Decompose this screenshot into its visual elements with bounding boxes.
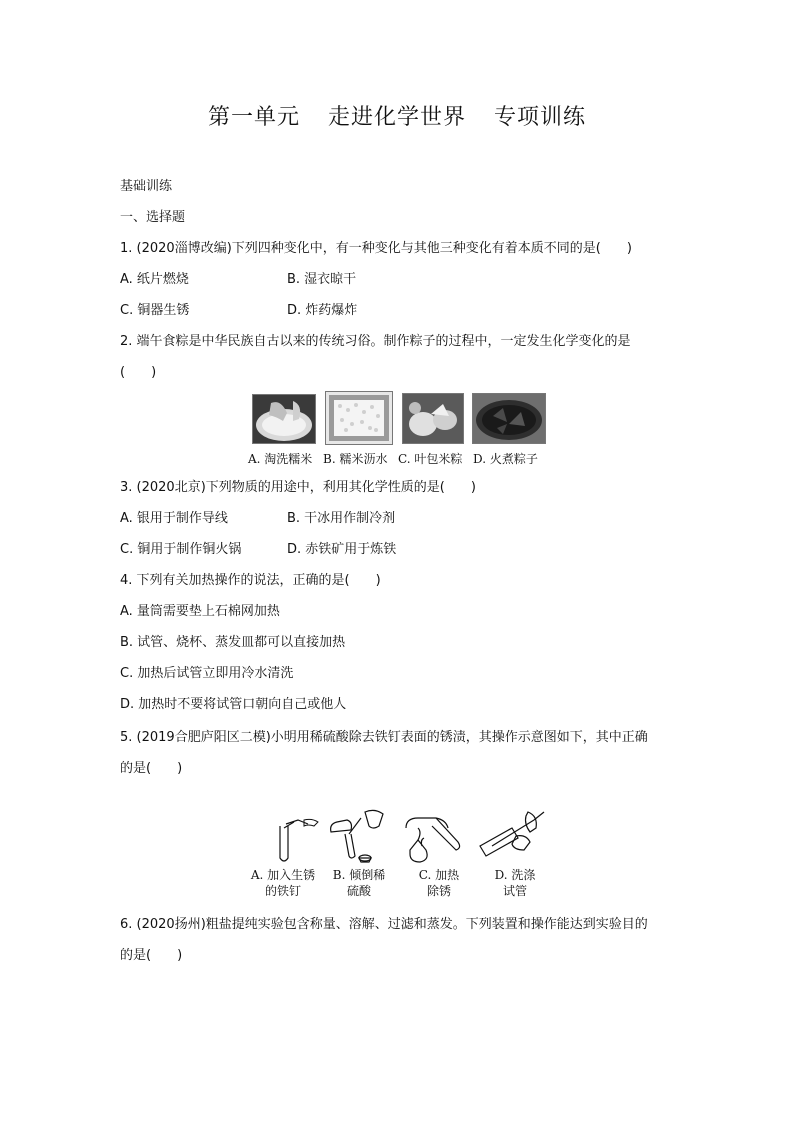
subsection-heading: 一、选择题 bbox=[120, 210, 186, 225]
diagram-heating bbox=[398, 810, 470, 864]
q4-option-a: A. 量筒需要垫上石棉网加热 bbox=[120, 604, 280, 619]
q3-option-c: C. 铜用于制作铜火锅 bbox=[120, 542, 242, 557]
title-topic: 走进化学世界 bbox=[327, 105, 466, 130]
q2-stem: 2. 端午食粽是中华民族自古以来的传统习俗。制作粽子的过程中，一定发生化学变化的是 bbox=[120, 334, 631, 349]
q3-option-a: A. 银用于制作导线 bbox=[120, 511, 228, 526]
q5-caption-b bbox=[326, 867, 392, 899]
title-training: 专项训练 bbox=[494, 105, 587, 130]
q5-caption-d-line2: 试管 bbox=[502, 884, 527, 898]
q3-option-b: B. 干冰用作制冷剂 bbox=[287, 511, 396, 526]
q5-caption-b-line2: 硫酸 bbox=[346, 884, 371, 898]
q5-caption-a-line1: A. 加入生锈 bbox=[250, 868, 316, 882]
q5-stem: 5. (2019合肥庐阳区二模)小明用稀硫酸除去铁钉表面的锈渍，其操作示意图如下，其中正确 bbox=[120, 730, 648, 745]
photo-boiling-zongzi bbox=[472, 393, 546, 444]
q1-option-c: C. 铜器生锈 bbox=[120, 303, 190, 318]
q4-option-b: B. 试管、烧杯、蒸发皿都可以直接加热 bbox=[120, 635, 346, 650]
q4-option-c: C. 加热后试管立即用冷水清洗 bbox=[120, 666, 294, 681]
q5-caption-c-line2: 除锈 bbox=[426, 884, 451, 898]
diagram-washing-tube bbox=[472, 806, 548, 864]
title-unit: 第一单元 bbox=[207, 105, 300, 130]
q3-option-d: D. 赤铁矿用于炼铁 bbox=[287, 542, 397, 557]
q2-caption-d: D. 火煮粽子 bbox=[473, 452, 538, 466]
q4-option-d: D. 加热时不要将试管口朝向自己或他人 bbox=[120, 697, 347, 712]
photo-draining-rice bbox=[325, 391, 393, 445]
q5-caption-b-line1: B. 倾倒稀 bbox=[332, 868, 386, 882]
page-title bbox=[0, 100, 794, 131]
q5-caption-d bbox=[482, 867, 548, 899]
q6-stem: 6. (2020扬州)粗盐提纯实验包含称量、溶解、过滤和蒸发。下列装置和操作能达到实验目的 bbox=[120, 917, 648, 932]
q1-option-a: A. 纸片燃烧 bbox=[120, 272, 189, 287]
diagram-pouring-acid bbox=[325, 806, 395, 864]
q2-caption-a: A. 淘洗糯米 bbox=[248, 452, 313, 466]
q1-option-b: B. 湿衣晾干 bbox=[287, 272, 357, 287]
q2-caption-c: C. 叶包米粽 bbox=[398, 452, 463, 466]
photo-wrapping-zongzi bbox=[402, 393, 464, 444]
q2-caption-b: B. 糯米沥水 bbox=[323, 452, 388, 466]
q4-stem: 4. 下列有关加热操作的说法，正确的是( ) bbox=[120, 573, 381, 588]
q1-stem: 1. (2020淄博改编)下列四种变化中，有一种变化与其他三种变化有着本质不同的是( ) bbox=[120, 241, 632, 256]
q5-caption-a bbox=[248, 867, 318, 899]
q5-caption-c-line1: C. 加热 bbox=[418, 868, 460, 882]
photo-washing-rice bbox=[252, 394, 316, 444]
q1-option-d: D. 炸药爆炸 bbox=[287, 303, 358, 318]
section-heading: 基础训练 bbox=[120, 179, 173, 194]
q3-stem: 3. (2020北京)下列物质的用途中，利用其化学性质的是( ) bbox=[120, 480, 476, 495]
q5-caption-a-line2: 的铁钉 bbox=[264, 884, 301, 898]
q6-stem-blank: 的是( ) bbox=[120, 948, 183, 963]
q5-caption-d-line1: D. 洗涤 bbox=[494, 868, 536, 882]
diagram-adding-nail bbox=[268, 818, 328, 864]
q5-stem-blank: 的是( ) bbox=[120, 761, 183, 776]
q2-stem-blank: ( ) bbox=[120, 365, 157, 380]
q5-caption-c bbox=[406, 867, 472, 899]
